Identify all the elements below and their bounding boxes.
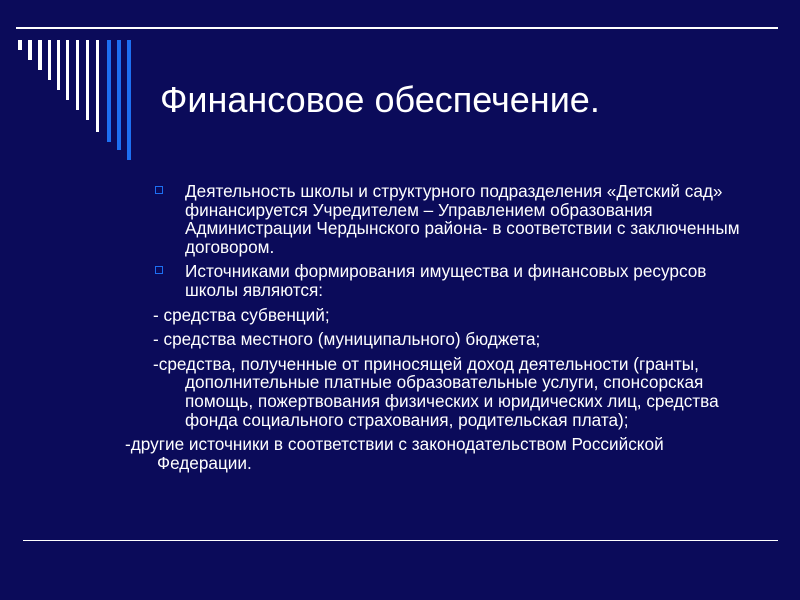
stripe: [96, 40, 99, 132]
bullet-text: Источниками формирования имущества и финансовых ресурсов школы являются:: [185, 261, 707, 300]
sub-item: - средства местного (муниципального) бюджета;: [153, 329, 541, 350]
stripe: [66, 40, 69, 100]
stripe: [76, 40, 79, 110]
stripe: [57, 40, 60, 90]
decorative-stripes: [0, 0, 140, 170]
slide-title: Финансовое обеспечение.: [160, 79, 600, 120]
slide-body: [125, 181, 763, 478]
stripe: [107, 40, 111, 142]
stripe: [38, 40, 42, 70]
square-outline-icon: [155, 266, 163, 274]
stripe: [18, 40, 22, 50]
stripe: [28, 40, 32, 60]
bullet-text: Деятельность школы и структурного подразделения «Детский сад» финансируется Учредителем – Управлением образования Администрации Чердынского района- в соответствии с заключенным договором.: [185, 181, 740, 257]
stripe: [48, 40, 51, 80]
stripe: [127, 40, 131, 160]
square-outline-icon: [155, 186, 163, 194]
bullet-item: [153, 262, 763, 299]
sub-item: - средства субвенций;: [153, 304, 330, 325]
stripe: [117, 40, 121, 150]
sub-item: -другие источники в соответствии с законодательством Российской Федерации.: [125, 434, 664, 473]
bullet-item: [153, 182, 763, 256]
stripe: [86, 40, 89, 120]
sub-item: -средства, полученные от приносящей доход деятельности (гранты, дополнительные платные образовательные услуги, спонсорская помощь, пожертвования физических и юридических лиц, средства фонда социального страхования, родительская плата);: [153, 353, 719, 430]
bottom-divider: [23, 540, 778, 541]
